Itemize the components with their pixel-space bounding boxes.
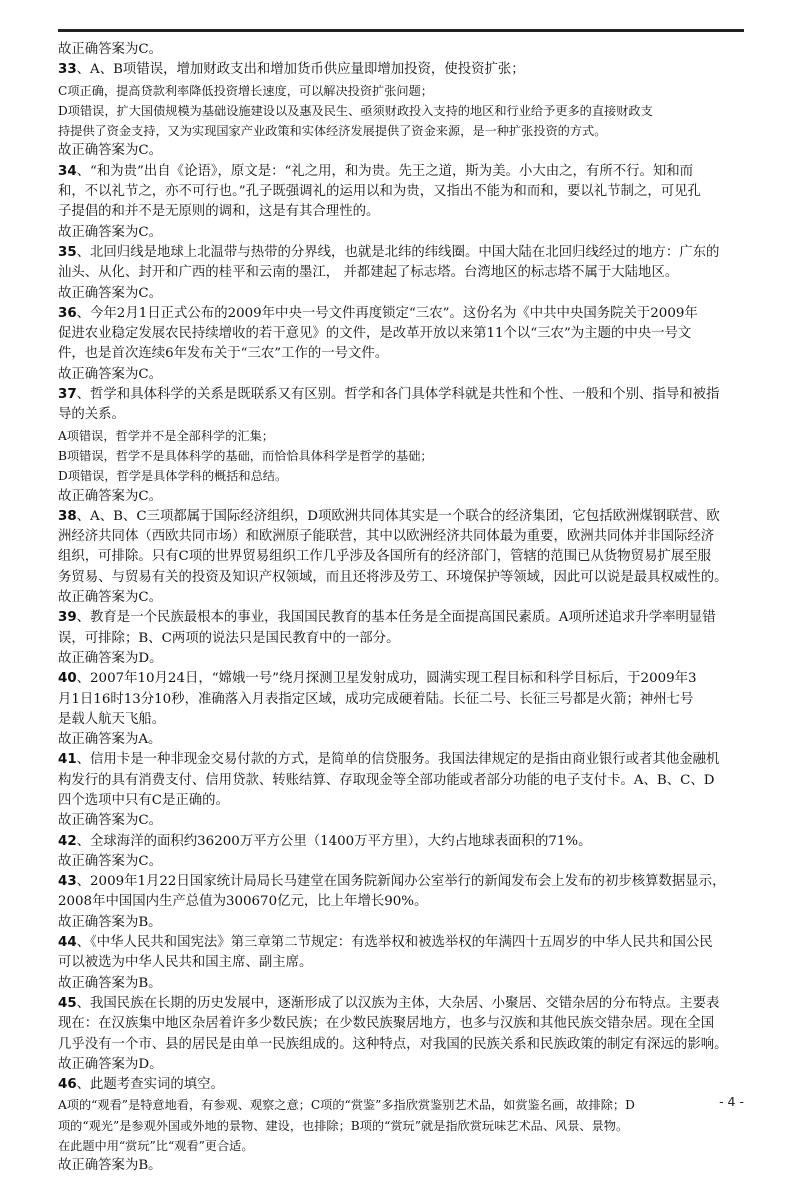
question-number: 38 — [58, 508, 77, 524]
line-text: 洲经济共同体（西欧共同市场）和欧洲原子能联营，其中以欧洲经济共同体最为重要，欧洲共同体并非国际经济 — [58, 529, 715, 545]
line-text: 持提供了资金支持，又为实现国家产业政策和实体经济发展提供了资金来源，是一种扩张投资的方式。 — [58, 124, 607, 139]
question-line — [58, 162, 748, 182]
line-text: 现在：在汉族集中地区杂居着许多少数民族；在少数民族聚居地方，也多与汉族和其他民族交错杂居。现在全国 — [58, 1016, 715, 1032]
text-line — [58, 568, 748, 588]
question-line — [58, 832, 748, 852]
question-number: 34 — [58, 163, 77, 179]
text-line — [58, 1156, 748, 1176]
line-text: 子提倡的和并不是无原则的调和，这是有其合理性的。 — [58, 204, 380, 220]
question-line — [58, 243, 748, 263]
text-line — [58, 182, 748, 202]
line-text: 故正确答案为B。 — [58, 914, 162, 930]
question-number: 37 — [58, 387, 77, 403]
line-text: 、2007年10月24日，“嫦娥一号”绕月探测卫星发射成功，圆满实现工程目标和科学目标后，于2009年3 — [76, 671, 697, 687]
question-line — [58, 385, 748, 405]
question-line — [58, 608, 748, 628]
line-text: 、2009年1月22日国家统计局局长马建堂在国务院新闻办公室举行的新闻发布会上发布的初步核算数据显示， — [76, 874, 726, 890]
text-line — [58, 1116, 748, 1136]
line-text: 、北回归线是地球上北温带与热带的分界线，也就是北纬的纬线圈。中国大陆在北回归线经过的地方：广东的 — [76, 244, 720, 260]
text-line — [58, 811, 748, 831]
text-line — [58, 852, 748, 872]
question-line — [58, 507, 748, 527]
line-text: 故正确答案为B。 — [58, 1158, 162, 1174]
line-text: 故正确答案为C。 — [58, 224, 162, 240]
line-text: 故正确答案为C。 — [58, 143, 162, 159]
line-text: 故正确答案为C。 — [58, 853, 162, 869]
question-line — [58, 750, 748, 770]
question-line — [58, 60, 748, 80]
line-text: 故正确答案为C。 — [58, 813, 162, 829]
line-text: 故正确答案为C。 — [58, 590, 162, 606]
line-text: 四个选项中只有C是正确的。 — [58, 792, 229, 808]
line-text: 几乎没有一个市、县的居民是由单一民族组成的。这种特点，对我国的民族关系和民族政策的制定有深远的影响。 — [58, 1036, 728, 1052]
text-line — [58, 426, 748, 446]
text-line — [58, 81, 748, 101]
line-text: 故正确答案为D。 — [58, 1056, 163, 1072]
text-line — [58, 284, 748, 304]
text-line — [58, 1035, 748, 1055]
question-line — [58, 304, 748, 324]
line-text: 和，不以礼节之，亦不可行也。”孔子既强调礼的运用以和为贵，又指出不能为和而和，要以礼节制之，可见孔 — [58, 184, 701, 200]
line-text: 汕头、从化、封开和广西的桂平和云南的墨江， 并都建起了标志塔。台湾地区的标志塔不属于大陆地区。 — [58, 265, 679, 281]
line-text: D项错误，哲学是具体学科的概括和总结。 — [58, 469, 288, 484]
line-text: 误，可排除；B、C两项的说法只是国民教育中的一部分。 — [58, 630, 400, 646]
line-text: 2008年中国国内生产总值为300670亿元，比上年增长90%。 — [58, 894, 428, 910]
line-text: 故正确答案为D。 — [58, 650, 163, 666]
line-text: 、教育是一个民族最根本的事业，我国国民教育的基本任务是全面提高国民素质。A项所述追求升学率明显错 — [76, 610, 716, 626]
line-text: 、信用卡是一种非现金交易付款的方式，是简单的信贷服务。我国法律规定的是指由商业银行或者其他金融机 — [76, 752, 720, 768]
line-text: 故正确答案为A。 — [58, 732, 162, 748]
question-line — [58, 872, 748, 892]
line-text: 故正确答案为B。 — [58, 975, 162, 991]
text-line — [58, 466, 748, 486]
text-line — [58, 223, 748, 243]
text-line — [58, 892, 748, 912]
line-text: 、我国民族在长期的历史发展中，逐渐形成了以汉族为主体，大杂居、小聚居、交错杂居的分布特点。主要表 — [76, 995, 720, 1011]
question-number: 43 — [58, 874, 77, 890]
text-line — [58, 263, 748, 283]
question-number: 42 — [58, 833, 77, 849]
question-line — [58, 1075, 748, 1095]
line-text: 件，也是首次连续6年发布关于“三农”工作的一号文件。 — [58, 346, 389, 362]
question-number: 46 — [58, 1077, 77, 1093]
header-rule — [58, 29, 744, 32]
text-line — [58, 527, 748, 547]
line-text: 是载人航天飞船。 — [58, 711, 166, 727]
line-text: 月1日16时13分10秒，准确落入月表指定区域，成功完成硬着陆。长征二号、长征三号都是火箭；神州七号 — [58, 691, 694, 707]
line-text: 故正确答案为C。 — [58, 285, 162, 301]
line-text: 、A、B项错误，增加财政支出和增加货币供应量即增加投资，使投资扩张； — [76, 62, 525, 78]
line-text: 、《中华人民共和国宪法》第三章第二节规定：有选举权和被选举权的年满四十五周岁的中华人民共和国公民 — [76, 935, 713, 951]
question-line — [58, 994, 748, 1014]
text-line — [58, 710, 748, 730]
text-line — [58, 202, 748, 222]
text-line — [58, 1014, 748, 1034]
text-line — [58, 141, 748, 161]
text-line — [58, 324, 748, 344]
line-text: 故正确答案为C。 — [58, 488, 162, 504]
question-number: 39 — [58, 610, 77, 626]
text-line — [58, 1095, 748, 1115]
line-text: 项的“观光”是参观外国或外地的景物、建设，也排除；B项的“赏玩”就是指欣赏玩味艺术品、风景、景物。 — [58, 1118, 629, 1133]
line-text: 导的关系。 — [58, 407, 125, 423]
line-text: 促进农业稳定发展农民持续增收的若干意见》的文件，是改革开放以来第11个以“三农”为主题的中央一号文 — [58, 326, 692, 342]
text-line — [58, 629, 748, 649]
line-text: A项的“观看”是特意地看，有参观、观察之意；C项的“赏鉴”多指欣赏鉴别艺术品，如赏鉴名画，故排除；D — [58, 1098, 635, 1113]
line-text: 在此题中用“赏玩”比“观看”更合适。 — [58, 1139, 254, 1154]
question-number: 33 — [58, 62, 77, 78]
text-line — [58, 1055, 748, 1075]
line-text: D项错误，扩大国债规模为基础设施建设以及惠及民生、亟须财政投入支持的地区和行业给予更多的直接财政支 — [58, 103, 653, 118]
text-line — [58, 121, 748, 141]
text-line — [58, 649, 748, 669]
line-text: 、全球海洋的面积约36200万平方公里（1400万平方里），大约占地球表面积的71%。 — [76, 833, 592, 849]
line-text: 、A、B、C三项都属于国际经济组织，D项欧洲共同体其实是一个联合的经济集团，它包括欧洲煤钢联营、欧 — [76, 508, 720, 524]
question-number: 45 — [58, 995, 77, 1011]
text-line — [58, 365, 748, 385]
line-text: C项正确，提高贷款利率降低投资增长速度，可以解决投资扩张问题； — [58, 83, 433, 98]
text-line — [58, 791, 748, 811]
question-number: 36 — [58, 305, 77, 321]
text-line — [58, 588, 748, 608]
page-number: - 4 - — [719, 1094, 744, 1109]
line-text: 、哲学和具体科学的关系是既联系又有区别。哲学和各门具体学科就是共性和个性、一般和个别、指导和被指 — [76, 387, 720, 403]
line-text: A项错误，哲学并不是全部科学的汇集； — [58, 428, 274, 443]
document-body — [58, 40, 748, 1177]
text-line — [58, 771, 748, 791]
question-number: 35 — [58, 244, 77, 260]
text-line — [58, 40, 748, 60]
line-text: 、此题考查实词的填空。 — [76, 1077, 224, 1093]
line-text: 、今年2月1日正式公布的2009年中央一号文件再度锁定“三农”。这份名为《中共中央国务院关于2009年 — [76, 305, 698, 321]
text-line — [58, 730, 748, 750]
text-line — [58, 1136, 748, 1156]
text-line — [58, 405, 748, 425]
line-text: 故正确答案为C。 — [58, 366, 162, 382]
question-line — [58, 669, 748, 689]
line-text: 故正确答案为C。 — [58, 42, 162, 57]
text-line — [58, 547, 748, 567]
question-number: 40 — [58, 671, 77, 687]
text-line — [58, 974, 748, 994]
text-line — [58, 446, 748, 466]
line-text: 构发行的具有消费支付、信用贷款、转账结算、存取现金等全部功能或者部分功能的电子支付卡。A、B、C、D — [58, 772, 715, 788]
line-text: 、“和为贵”出自《论语》，原文是：“礼之用，和为贵。先王之道，斯为美。小大由之，有所不行。知和而 — [76, 163, 694, 179]
line-text: 可以被选为中华人民共和国主席、副主席。 — [58, 955, 313, 971]
question-number: 44 — [58, 935, 77, 951]
line-text: 组织，可排除。只有C项的世界贸易组织工作几乎涉及各国所有的经济部门，管辖的范围已从货物贸易扩展至服 — [58, 549, 711, 565]
question-line — [58, 933, 748, 953]
text-line — [58, 690, 748, 710]
line-text: B项错误，哲学不是具体科学的基础，而恰恰具体科学是哲学的基础； — [58, 448, 433, 463]
line-text: 务贸易、与贸易有关的投资及知识产权领域，而且还将涉及劳工、环境保护等领域，因此可以说是最具权威性的。 — [58, 569, 728, 585]
question-number: 41 — [58, 752, 77, 768]
text-line — [58, 344, 748, 364]
text-line — [58, 913, 748, 933]
text-line — [58, 487, 748, 507]
text-line — [58, 953, 748, 973]
text-line — [58, 101, 748, 121]
